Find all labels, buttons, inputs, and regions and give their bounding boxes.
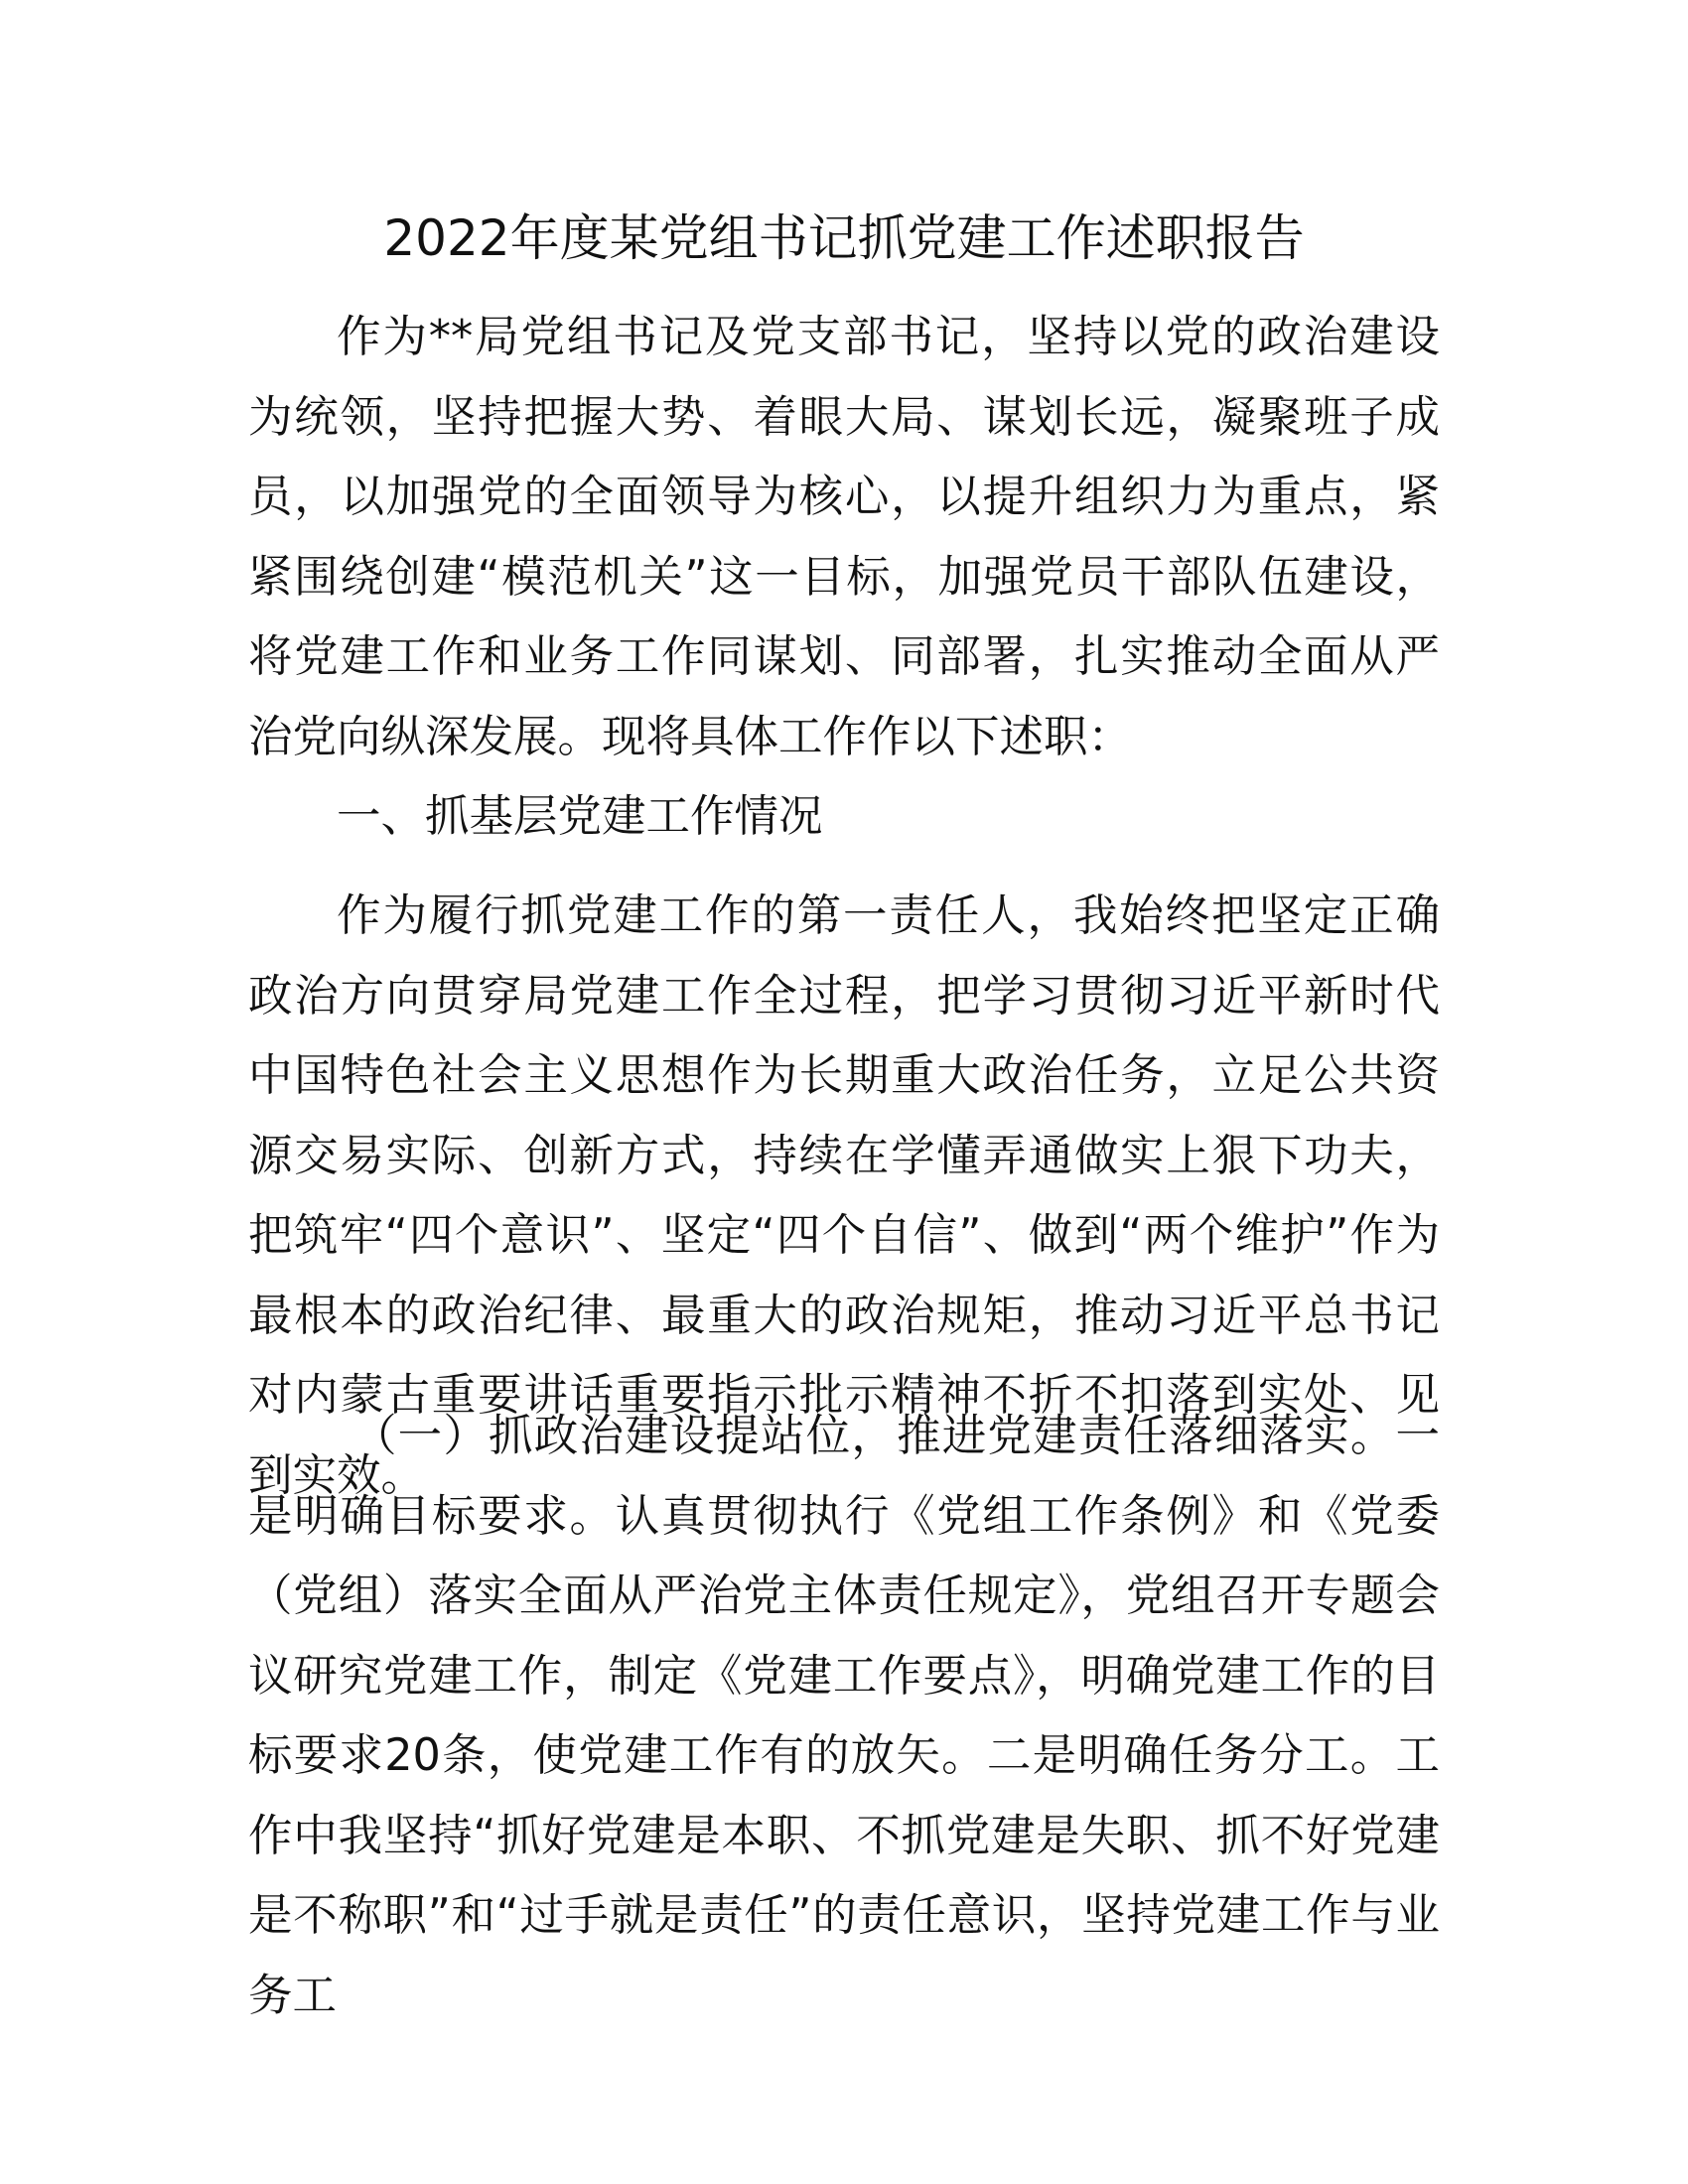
document-title: 2022年度某党组书记抓党建工作述职报告 xyxy=(383,209,1305,267)
section-heading-1: 一、抓基层党建工作情况 xyxy=(337,791,823,842)
subsection-1-paragraph: （一）抓政治建设提站位，推进党建责任落细落实。一是明确目标要求。认真贯彻执行《党组工作条例》和《党委（党组）落实全面从严治党主体责任规定》，党组召开专题会议研究党建工作，制定《党建工作要点》，明确党建工作的目标要求20条，使党建工作有的放矢。二是明确任务分工。工作中我坚持“抓好党建是本职、不抓党建是失职、抓不好党建是不称职”和“过手就是责任”的责任意识，坚持党建工作与业务工 xyxy=(248,1411,1440,2021)
section-1-paragraph: 作为履行抓党建工作的第一责任人，我始终把坚定正确政治方向贯穿局党建工作全过程，把学习贯彻习近平新时代中国特色社会主义思想作为长期重大政治任务，立足公共资源交易实际、创新方式，持续在学懂弄通做实上狠下功夫，把筑牢“四个意识”、坚定“四个自信”、做到“两个维护”作为最根本的政治纪律、最重大的政治规矩，推动习近平总书记对内蒙古重要讲话重要指示批示精神不折不扣落到实处、见到实效。 xyxy=(248,890,1440,1501)
intro-paragraph: 作为**局党组书记及党支部书记，坚持以党的政治建设为统领，坚持把握大势、着眼大局、谋划长远，凝聚班子成员，以加强党的全面领导为核心，以提升组织力为重点，紧紧围绕创建“模范机关”这一目标，加强党员干部队伍建设，将党建工作和业务工作同谋划、同部署，扎实推动全面从严治党向纵深发展。现将具体工作作以下述职： xyxy=(248,312,1440,762)
